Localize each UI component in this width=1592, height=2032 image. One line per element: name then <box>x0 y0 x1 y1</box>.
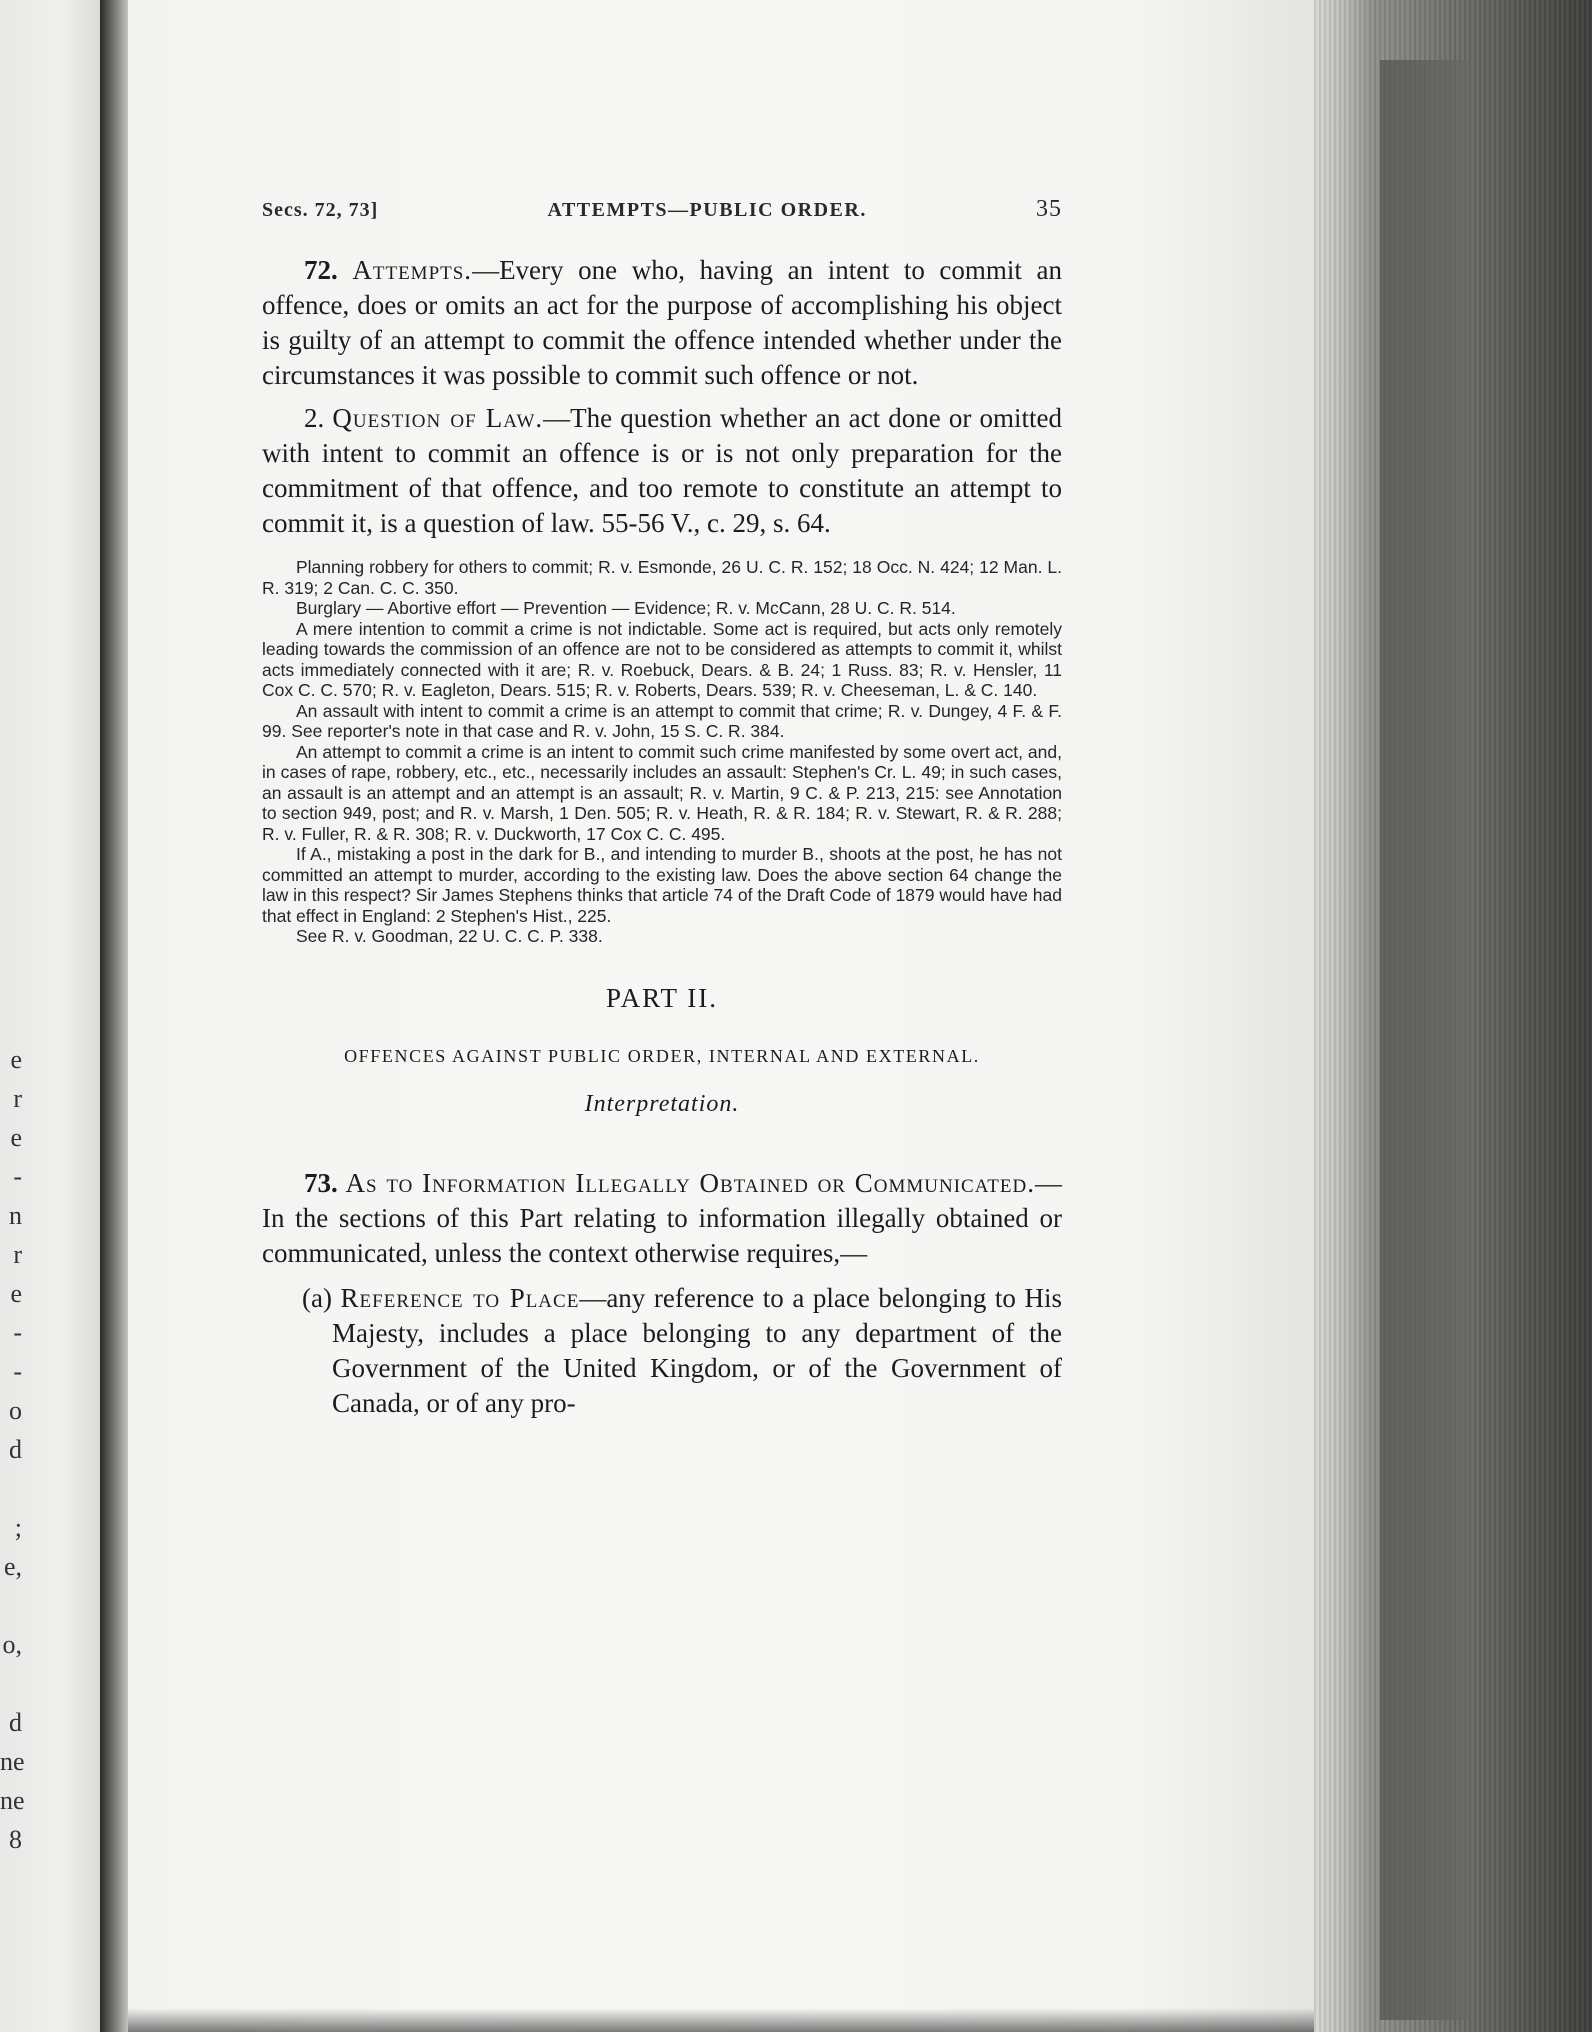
section-73-number: 73. <box>304 1167 338 1198</box>
header-sections: Secs. 72, 73] <box>262 199 379 221</box>
facing-page-fragment: r <box>13 1240 22 1269</box>
interpretation-heading: Interpretation. <box>584 1090 740 1117</box>
facing-page-fragment: - <box>13 1357 22 1386</box>
facing-page-fragment: e, <box>3 1552 22 1581</box>
section-73-clause-a <box>302 1281 1062 1421</box>
section-73-text: —In the sections of this Part relating to information illegally obtained or communicated, unless the context otherwise requires,— <box>262 1167 1062 1268</box>
facing-page-fragment: e <box>10 1045 22 1074</box>
facing-page-fragment: 8 <box>9 1825 22 1854</box>
section-72-number: 72. <box>304 255 338 285</box>
annotations <box>262 557 1062 947</box>
part-subtitle: OFFENCES AGAINST PUBLIC ORDER, INTERNAL AND EXTERNAL. <box>344 1045 980 1066</box>
facing-page-fragment: d <box>9 1708 22 1737</box>
facing-page-fragment: n <box>9 1201 22 1230</box>
running-header <box>262 196 1062 223</box>
annotation-note: See R. v. Goodman, 22 U. C. C. P. 338. <box>296 926 603 946</box>
book-gutter <box>100 0 130 2032</box>
facing-page-fragment <box>0 1469 22 1508</box>
subsection-2-text: —The question whether an act done or omitted with intent to commit an offence is or is not only preparation for the commitment of that offence, and too remote to constitute an attempt to commit it, is a question of law. 55-56 V., c. 29, s. 64. <box>262 403 1063 538</box>
facing-page-fragment: ne <box>0 1786 25 1815</box>
section-72 <box>262 253 1062 393</box>
facing-page-fragment: o <box>9 1396 22 1425</box>
facing-page-fragment: - <box>13 1162 22 1191</box>
facing-page-fragment: o, <box>2 1630 22 1659</box>
facing-page-fragment: e <box>10 1123 22 1152</box>
page-content <box>262 196 1062 1421</box>
annotation-note: An assault with intent to commit a crime is an attempt to commit that crime; R. v. Dungey, 4 F. & F. 99. See reporter's note in that case and R. v. John, 15 S. C. R. 384. <box>262 700 1062 741</box>
section-73-heading: As to Information Illegally Obtained or Communicated. <box>345 1167 1035 1198</box>
subsection-2-heading: Question of Law. <box>332 403 544 433</box>
facing-page-fragment <box>0 1664 22 1703</box>
page-number: 35 <box>1036 196 1062 222</box>
annotation-note: Burglary — Abortive effort — Prevention — Evidence; R. v. McCann, 28 U. C. R. 514. <box>296 598 956 618</box>
section-72-text: —Every one who, having an intent to commit an offence, does or omits an act for the purpose of accomplishing his object is guilty of an attempt to commit the offence intended whether under the circumstances it was possible to commit such offence or not. <box>262 255 1063 390</box>
facing-page-fragment: r <box>13 1084 22 1113</box>
annotation-note: A mere intention to commit a crime is not indictable. Some act is required, but acts only remotely leading towards the commission of an offence are not to be considered as attempts to commit it, whilst acts immediately connected with it are; R. v. Roebuck, Dears. & B. 24; 1 Russ. 83; R. v. Hensler, 11 Cox C. C. 570; R. v. Eagleton, Dears. 515; R. v. Roberts, Dears. 539; R. v. Cheeseman, L. & C. 140. <box>262 618 1062 700</box>
facing-page-edge <box>0 0 106 2032</box>
header-running-title: ATTEMPTS—PUBLIC ORDER. <box>547 199 867 221</box>
section-72-heading: Attempts. <box>352 255 473 285</box>
section-73 <box>262 1166 1062 1271</box>
annotation-note: If A., mistaking a post in the dark for B., and intending to murder B., shoots at the post, he has not committed an attempt to murder, according to the existing law. Does the above section 64 change the law in this respect? Sir James Stephens thinks that article 74 of the Draft Code of 1879 would have had that effect in England: 2 Stephen's Hist., 225. <box>262 844 1062 926</box>
subsection-2-number: 2. <box>304 403 325 433</box>
facing-page-fragment: d <box>9 1435 22 1464</box>
clause-a-label: (a) <box>302 1282 332 1313</box>
annotation-note: An attempt to commit a crime is an intent to commit such crime manifested by some overt act, and, in cases of rape, robbery, etc., etc., necessarily includes an assault: Stephen's Cr. L. 49; in such cases, an assault is an attempt and an attempt is an assault; R. v. Martin, 9 C. & P. 213, 215: see Annotation to section 949, post; and R. v. Marsh, 1 Den. 505; R. v. Heath, R. & R. 184; R. v. Stewart, R. & R. 288; R. v. Fuller, R. & R. 308; R. v. Duckworth, 17 Cox C. C. 495. <box>262 741 1062 844</box>
facing-page-fragment: - <box>13 1318 22 1347</box>
page-shadow <box>128 2008 1314 2032</box>
annotation-note: Planning robbery for others to commit; R. v. Esmonde, 26 U. C. R. 152; 18 Occ. N. 424; 12 Man. L. R. 319; 2 Can. C. C. 350. <box>262 557 1062 598</box>
clause-a-heading: Reference to Place <box>340 1282 580 1313</box>
facing-page-text-fragments <box>0 1040 25 1859</box>
facing-page-fragment: ; <box>14 1513 22 1542</box>
facing-page-fragment <box>0 1586 22 1625</box>
part-title: PART II. <box>606 982 718 1013</box>
facing-page-fragment: ne <box>0 1747 25 1776</box>
clause-a-text: —any reference to a place belonging to His Majesty, includes a place belonging to any department of the Government of the United Kingdom, or of the Government of Canada, or of any pro- <box>332 1282 1062 1418</box>
facing-page-fragment: e <box>10 1279 22 1308</box>
fore-edge-shading <box>1380 60 1470 2020</box>
section-72-subsection-2 <box>262 401 1062 541</box>
